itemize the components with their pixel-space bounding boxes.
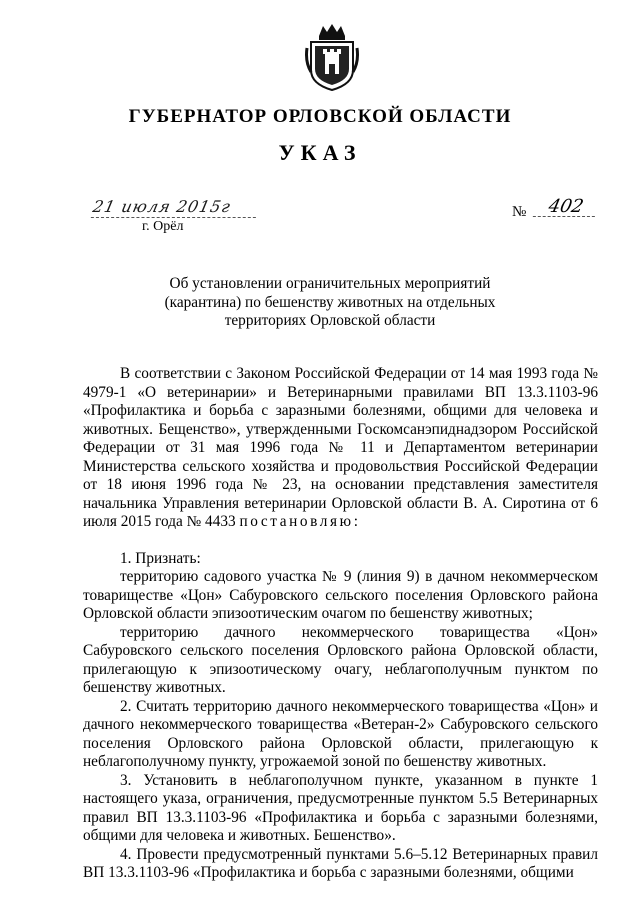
item-1-clause-b: территорию дачного некоммерческого товарищества «Цон» Сабуровского сельского поселения Орловского района Орловской области, прилегающую к эпизоотическому очагу, неблагополучным пунктом по бешенству животных.	[83, 623, 598, 696]
item-2-paragraph: 2. Считать территорию дачного некоммерческого товарищества «Цон» и дачного некоммерческого товарищества «Ветеран-2» Сабуровского сельского поселения Орловского района Орловской области, прилегающую к неблагополучному пункту, угрожаемой зоной по бешенству животных.	[83, 697, 598, 770]
item-1-title: 1. Признать:	[120, 549, 201, 567]
handwritten-number: 402	[533, 196, 599, 217]
preamble-text: В соответствии с Законом Российской Федерации от 14 мая 1993 года № 4979-1 «О ветеринарии» и Ветеринарными правилами ВП 13.3.1103-96 «Профилактика и борьба с заразными болезнями, общими для человека и животных. Бещенство», утвержденными Госкомсанэпиднадзором Российской Федерации от 31 мая 1996 года № 11 и Департаментом ветеринарии Министерства сельского хозяйства и продовольствия Российской Федерации от 18 июня 1996 года № 23, на основании представления заместителя начальника Управления ветеринарии Орловской области В. А. Сиротина от 6 июля 2015 года № 4433	[83, 365, 598, 530]
issuing-authority-title: ГУБЕРНАТОР ОРЛОВСКОЙ ОБЛАСТИ	[128, 106, 512, 127]
number-label: №	[512, 204, 527, 220]
city-label: г. Орёл	[142, 219, 184, 234]
preamble-paragraph	[83, 365, 598, 532]
subject-line: (карантина) по бешенству животных на отдельных	[164, 293, 496, 311]
subject-line: территориях Орловской области	[224, 312, 436, 329]
orel-region-coat-of-arms-icon	[305, 22, 359, 92]
item-4-paragraph: 4. Провести предусмотренный пунктами 5.6–5.12 Ветеринарных правил ВП 13.3.1103-96 «Профилактика и борьба с заразными болезнями, общими	[83, 845, 598, 881]
resolve-word: постановляю:	[239, 513, 361, 530]
decree-body	[83, 365, 598, 883]
handwritten-date: 21 июля 2015г	[91, 197, 260, 218]
item-1-clause-a: территорию садового участка № 9 (линия 9) в дачном некоммерческом товариществе «Цон» Сабуровского сельского поселения Орловского района Орловской области эпизоотическим очагом по бешенству животных;	[83, 568, 598, 622]
document-type-title: УКАЗ	[278, 140, 362, 165]
decree-subject	[140, 275, 520, 331]
item-3-paragraph: 3. Установить в неблагополучном пункте, указанном в пункте 1 настоящего указа, ограничения, предусмотренные пунктом 5.5 Ветеринарных правил ВП 13.3.1103-96 «Профилактика и борьба с заразными болезнями, общими для человека и животных. Бешенство».	[83, 771, 598, 844]
subject-line: Об установлении ограничительных мероприятий	[169, 275, 491, 292]
